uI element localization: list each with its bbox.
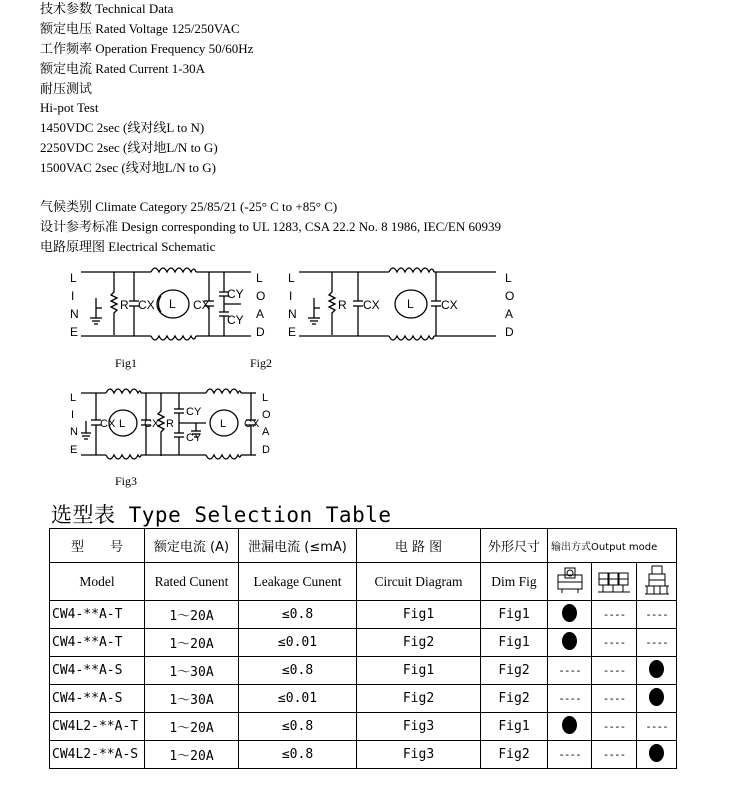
spec-rated-voltage: 额定电压 Rated Voltage 125/250VAC — [40, 21, 240, 36]
resistor-label: R — [166, 418, 174, 430]
selected-dot-icon — [649, 688, 664, 706]
table-row — [50, 741, 677, 769]
cy-label: CY — [186, 432, 202, 444]
dash-mark: ---- — [602, 608, 626, 621]
dash-mark: ---- — [558, 664, 581, 677]
inductor-label: L — [169, 297, 176, 311]
cell-rated: 1～20A — [145, 601, 239, 629]
header-rated-cn: 额定电流 (A) — [145, 529, 239, 563]
cell-rated: 1～20A — [145, 713, 239, 741]
header-leakage-cn: 泄漏电流 (≤mA) — [239, 529, 357, 563]
dash-mark: ---- — [645, 636, 668, 649]
dash-mark: ---- — [602, 636, 626, 649]
cell-output-2 — [592, 629, 637, 657]
dash-mark: ---- — [645, 608, 668, 621]
selection-table-title: 选型表 Type Selection Table — [51, 503, 392, 527]
cell-leakage: ≤0.01 — [239, 685, 357, 713]
cell-model: CW4-**A-S — [50, 685, 145, 713]
cell-model: CW4-**A-S — [50, 657, 145, 685]
cx-label: CX — [144, 418, 160, 430]
spec-electrical-schematic: 电路原理图 Electrical Schematic — [40, 239, 216, 254]
cy-label: CY — [227, 287, 244, 301]
cell-dim: Fig1 — [481, 629, 548, 657]
header-dim-en: Dim Fig — [481, 563, 548, 601]
cx-label: CX — [100, 418, 116, 430]
line-letter: N — [70, 307, 79, 321]
cell-leakage: ≤0.8 — [239, 713, 357, 741]
cell-output-1 — [548, 657, 592, 685]
inductor-label: L — [220, 418, 227, 430]
cell-output-1 — [548, 685, 592, 713]
cell-circuit: Fig3 — [357, 741, 481, 769]
header-rated-en: Rated Cunent — [145, 563, 239, 601]
load-letter: D — [505, 325, 514, 339]
selected-dot-icon — [649, 660, 664, 678]
spec-hipot-line-line: 1450VDC 2sec (线对线L to N) — [40, 120, 205, 135]
cx-label: CX — [244, 418, 260, 430]
cell-output-2 — [592, 657, 637, 685]
cell-output-2 — [592, 685, 637, 713]
cx-label: CX — [138, 298, 155, 312]
cell-output-3 — [637, 741, 677, 769]
load-letter: O — [256, 289, 266, 303]
header-dim-cn: 外形尺寸 — [481, 529, 548, 563]
cell-circuit: Fig1 — [357, 657, 481, 685]
selected-dot-icon — [562, 716, 577, 734]
cell-output-1 — [548, 713, 592, 741]
load-letter: L — [505, 271, 512, 285]
selected-dot-icon — [649, 744, 664, 762]
cell-circuit: Fig2 — [357, 629, 481, 657]
cell-leakage: ≤0.01 — [239, 629, 357, 657]
cell-circuit: Fig3 — [357, 713, 481, 741]
dash-mark: ---- — [602, 720, 626, 733]
schematic-fig2 — [284, 262, 524, 347]
load-letter: A — [256, 307, 265, 321]
load-letter: D — [262, 444, 270, 456]
resistor-label: R — [338, 298, 347, 312]
header-model-cn: 型 号 — [50, 529, 145, 563]
spec-hipot-cn: 耐压测试 — [40, 81, 93, 96]
dash-mark: ---- — [558, 692, 581, 705]
line-letter: L — [70, 392, 77, 404]
cell-model: CW4L2-**A-T — [50, 713, 145, 741]
cell-dim: Fig1 — [481, 601, 548, 629]
output-mode-col-1 — [548, 563, 592, 601]
load-letter: O — [262, 409, 271, 421]
fig3-label: Fig3 — [115, 474, 138, 488]
cell-rated: 1～20A — [145, 629, 239, 657]
header-model-en: Model — [50, 563, 145, 601]
dash-mark: ---- — [558, 748, 581, 761]
cell-output-2 — [592, 601, 637, 629]
resistor-label: R — [120, 298, 129, 312]
line-letter: N — [70, 426, 78, 438]
dash-mark: ---- — [602, 748, 626, 761]
cell-dim: Fig1 — [481, 713, 548, 741]
line-letter: L — [288, 271, 295, 285]
cy-label: CY — [186, 406, 202, 418]
header-output-mode: 输出方式Output mode — [548, 529, 677, 563]
cell-rated: 1～20A — [145, 741, 239, 769]
fast-on-terminal-icon — [597, 565, 631, 595]
cell-output-1 — [548, 629, 592, 657]
cell-model: CW4-**A-T — [50, 629, 145, 657]
dash-mark: ---- — [645, 720, 668, 733]
spec-hipot-line-ground-ac: 1500VAC 2sec (线对地L/N to G) — [40, 160, 216, 175]
line-letter: E — [70, 325, 79, 339]
table-row — [50, 685, 677, 713]
dash-mark: ---- — [602, 664, 626, 677]
cell-output-2 — [592, 741, 637, 769]
schematic-fig1 — [66, 262, 271, 347]
cell-dim: Fig2 — [481, 657, 548, 685]
cx-label: CX — [363, 298, 380, 312]
spec-technical-data: 技术参数 Technical Data — [40, 1, 174, 16]
spec-operation-frequency: 工作频率 Operation Frequency 50/60Hz — [40, 41, 254, 56]
wire-lead-icon — [642, 564, 672, 596]
cell-output-3 — [637, 601, 677, 629]
cx-label: CX — [193, 298, 210, 312]
cell-leakage: ≤0.8 — [239, 657, 357, 685]
load-letter: O — [505, 289, 515, 303]
cell-output-1 — [548, 741, 592, 769]
load-letter: A — [505, 307, 514, 321]
load-letter: L — [256, 271, 263, 285]
cx-label: CX — [441, 298, 458, 312]
cell-output-3 — [637, 657, 677, 685]
cell-output-3 — [637, 713, 677, 741]
header-leakage-en: Leakage Cunent — [239, 563, 357, 601]
spec-hipot-test: Hi-pot Test — [40, 100, 99, 115]
fig2-label: Fig2 — [250, 356, 273, 370]
line-letter: I — [71, 409, 75, 421]
cell-model: CW4L2-**A-S — [50, 741, 145, 769]
table-row — [50, 629, 677, 657]
cell-output-1 — [548, 601, 592, 629]
cell-circuit: Fig1 — [357, 601, 481, 629]
cell-circuit: Fig2 — [357, 685, 481, 713]
line-letter: L — [70, 271, 77, 285]
cell-model: CW4-**A-T — [50, 601, 145, 629]
spec-hipot-line-ground-dc: 2250VDC 2sec (线对地L/N to G) — [40, 140, 218, 155]
cell-leakage: ≤0.8 — [239, 741, 357, 769]
load-letter: D — [256, 325, 265, 339]
header-circuit-cn: 电 路 图 — [357, 529, 481, 563]
cell-output-2 — [592, 713, 637, 741]
load-letter: L — [262, 392, 269, 404]
line-letter: I — [289, 289, 293, 303]
spec-rated-current: 额定电流 Rated Current 1-30A — [40, 61, 206, 76]
line-letter: E — [288, 325, 297, 339]
table-row — [50, 657, 677, 685]
fig1-label: Fig1 — [115, 356, 138, 370]
line-letter: N — [288, 307, 297, 321]
cell-rated: 1～30A — [145, 685, 239, 713]
selected-dot-icon — [562, 604, 577, 622]
cy-label: CY — [227, 313, 244, 327]
cell-output-3 — [637, 629, 677, 657]
cell-leakage: ≤0.8 — [239, 601, 357, 629]
line-letter: E — [70, 444, 78, 456]
cell-rated: 1～30A — [145, 657, 239, 685]
terminal-block-icon — [554, 565, 586, 595]
table-row — [50, 713, 677, 741]
header-circuit-en: Circuit Diagram — [357, 563, 481, 601]
inductor-label: L — [407, 297, 414, 311]
output-mode-col-3 — [637, 563, 677, 601]
schematic-fig3 — [66, 381, 281, 466]
spec-design-standard: 设计参考标准 Design corresponding to UL 1283, CSA 22.2 No. 8 1986, IEC/EN 60939 — [40, 219, 501, 234]
cell-dim: Fig2 — [481, 741, 548, 769]
line-letter: I — [71, 289, 75, 303]
cell-output-3 — [637, 685, 677, 713]
load-letter: A — [262, 426, 270, 438]
spec-climate-category: 气候类别 Climate Category 25/85/21 (-25° C to +85° C) — [40, 199, 338, 214]
cell-dim: Fig2 — [481, 685, 548, 713]
table-row — [50, 601, 677, 629]
selected-dot-icon — [562, 632, 577, 650]
type-selection-table — [49, 528, 677, 769]
dash-mark: ---- — [602, 692, 626, 705]
output-mode-col-2 — [592, 563, 637, 601]
inductor-label: L — [119, 418, 126, 430]
